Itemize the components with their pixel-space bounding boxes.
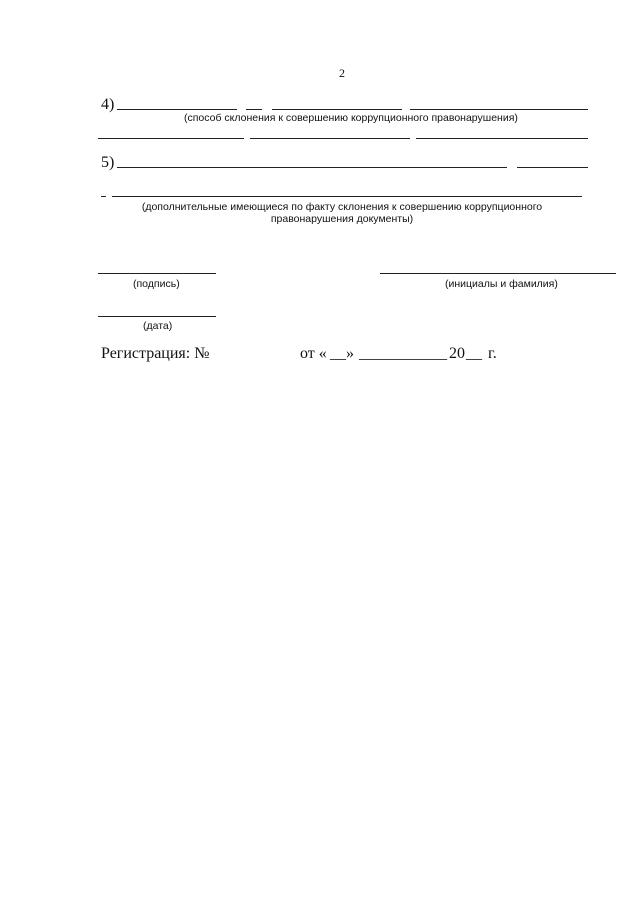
page-number: 2 [339,66,345,80]
registration-year-blank: __ [466,345,482,362]
item-4-blank-line [117,109,237,110]
registration-label: Регистрация: № [101,345,210,362]
item-4-caption: (способ склонения к совершению коррупционного правонарушения) [184,112,518,124]
registration-close-quote: » [346,345,354,362]
item-5-caption-line-2: правонарушения документы) [270,213,414,225]
item-4-blank-line [410,109,588,110]
item-5-blank-line [517,167,588,168]
item-4-blank-line [272,109,402,110]
name-line [380,273,616,274]
item-4-blank-line-2 [250,138,410,139]
registration-from-label: от « [300,345,327,362]
signature-caption: (подпись) [133,278,180,290]
item-5-blank-line-2 [112,196,582,197]
item-4-blank-line-2 [416,138,588,139]
item-5-number: 5) [101,154,115,171]
date-caption: (дата) [143,320,173,332]
item-5-caption-line-1: (дополнительные имеющиеся по факту склонения к совершению коррупционного [141,201,543,213]
item-4-number: 4) [101,96,115,113]
item-4-blank-line [246,109,262,110]
item-5-blank-line-2 [101,196,106,197]
registration-year-suffix: г. [488,345,497,362]
name-caption: (инициалы и фамилия) [445,278,558,290]
item-4-blank-line-2 [98,138,244,139]
registration-year-prefix: 20 [449,345,465,362]
item-5-blank-line [117,167,507,168]
registration-day-blank: __ [330,345,346,362]
date-line [98,316,216,317]
signature-line [98,273,216,274]
registration-month-blank: ___________ [359,345,447,362]
